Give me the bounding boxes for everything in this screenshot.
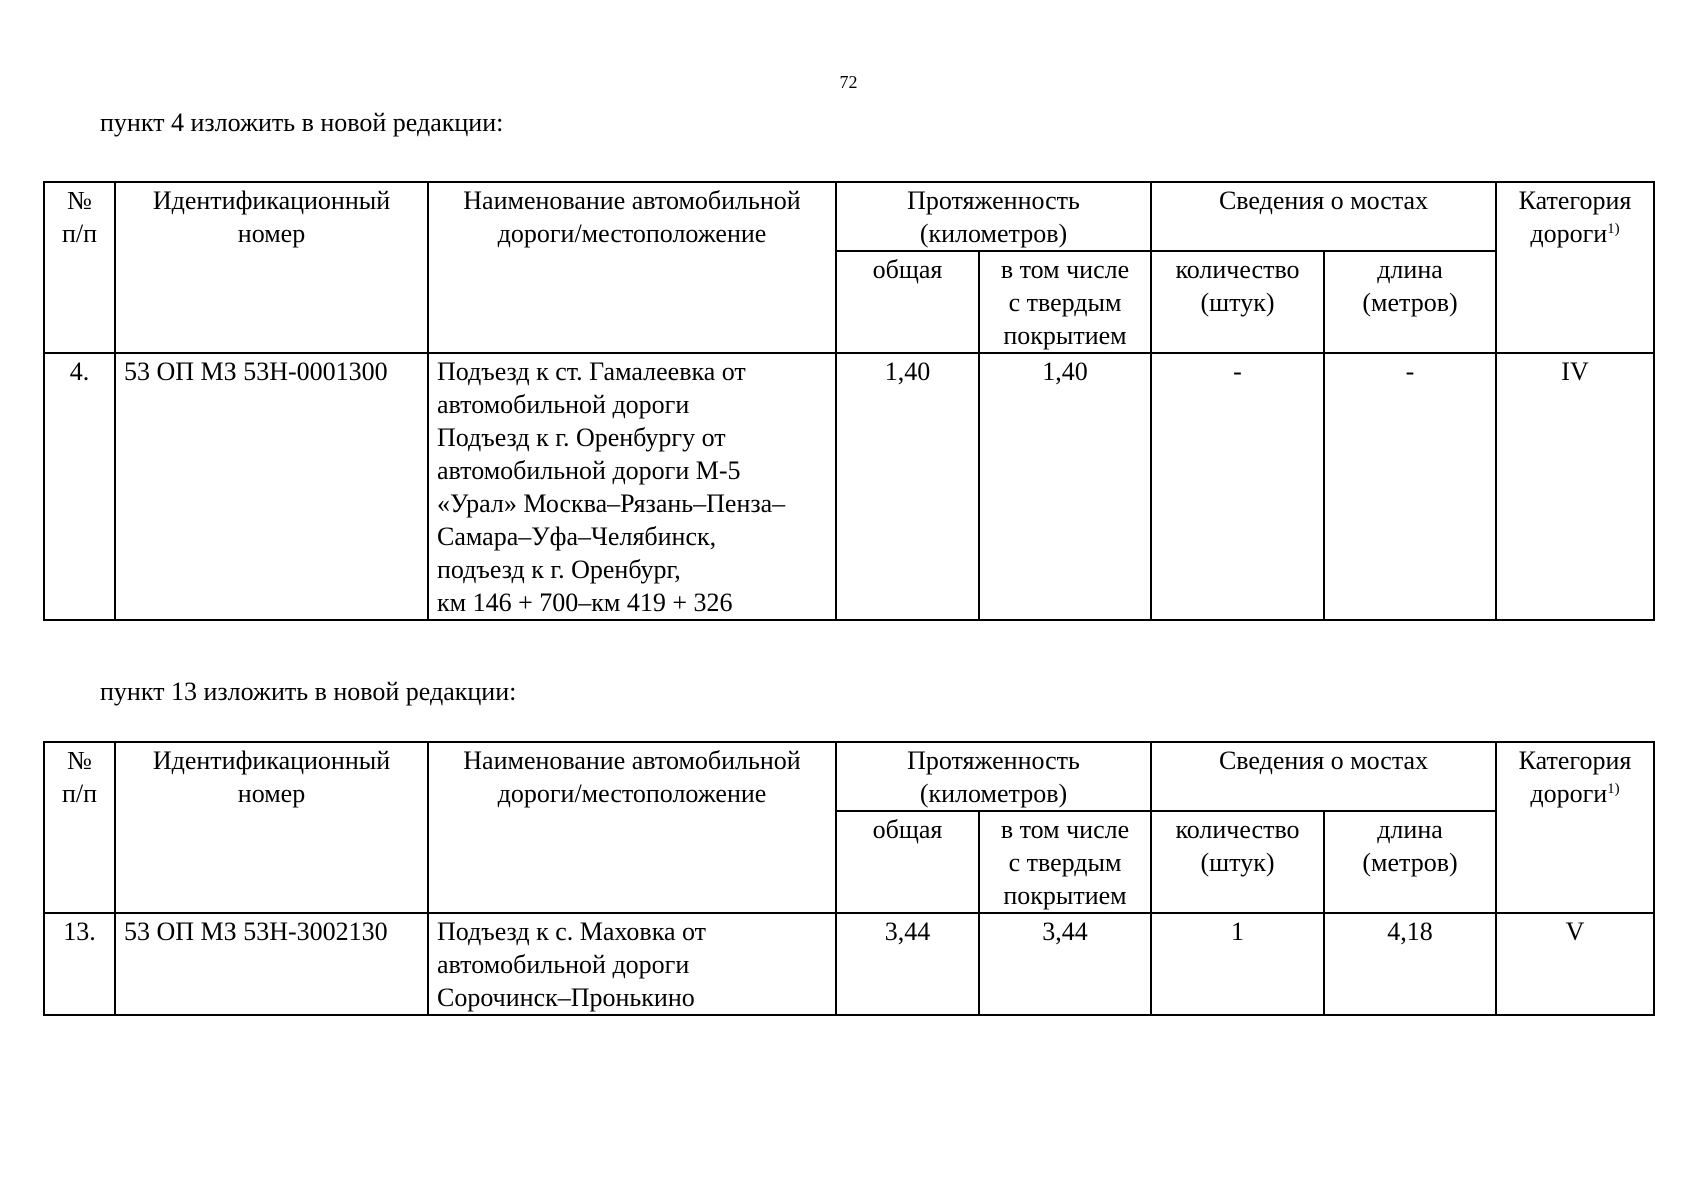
road-table: [43, 181, 1655, 621]
cell-bridges-length: 4,18: [1324, 913, 1496, 1015]
cell-length-paved: 1,40: [979, 353, 1151, 620]
cell-num: 13.: [44, 913, 115, 1015]
cell-length-total: 1,40: [836, 353, 979, 620]
header-length: Протяженность (километров): [836, 182, 1151, 251]
road-table: [43, 741, 1655, 1016]
cell-bridges-count: 1: [1151, 913, 1324, 1015]
header-bridge-count: количество (штук): [1151, 811, 1324, 913]
header-paved: в том числе с твердым покрытием: [979, 811, 1151, 913]
header-bridges: Сведения о мостах: [1151, 742, 1496, 811]
header-paved: в том числе с твердым покрытием: [979, 251, 1151, 353]
header-row: [44, 182, 1654, 251]
cell-name: Подъезд к с. Маховка от автомобильной дороги Сорочинск–Пронькино: [428, 913, 836, 1015]
header-row: [44, 742, 1654, 811]
cell-bridges-length: -: [1324, 353, 1496, 620]
section-intro: пункт 4 изложить в новой редакции:: [100, 108, 504, 137]
header-bridges: Сведения о мостах: [1151, 182, 1496, 251]
header-category: Категория дороги$^{1)}$: [1496, 182, 1654, 353]
header-bridge-length: длина (метров): [1324, 811, 1496, 913]
header-bridge-count: количество (штук): [1151, 251, 1324, 353]
page-number: 72: [839, 72, 858, 92]
cell-num: 4.: [44, 353, 115, 620]
header-length: Протяженность (километров): [836, 742, 1151, 811]
header-total: общая: [836, 811, 979, 913]
header-name: Наименование автомобильной дороги/местоположение: [428, 742, 836, 913]
header-category: Категория дороги$^{1)}$: [1496, 742, 1654, 913]
cell-category: IV: [1496, 353, 1654, 620]
section-intro: пункт 13 изложить в новой редакции:: [100, 677, 517, 706]
cell-bridges-count: -: [1151, 353, 1324, 620]
header-total: общая: [836, 251, 979, 353]
header-bridge-length: длина (метров): [1324, 251, 1496, 353]
cell-id: 53 ОП МЗ 53Н-0001300: [115, 353, 428, 620]
cell-id: 53 ОП МЗ 53Н-3002130: [115, 913, 428, 1015]
table-row: [44, 353, 1654, 620]
cell-name: Подъезд к ст. Гамалеевка от автомобильной дороги Подъезд к г. Оренбургу от автомобильной дороги М-5 «Урал» Москва–Рязань–Пенза– Самара–Уфа–Челябинск, подъезд к г. Оренбург, км 146 + 700–км 419 + 326: [428, 353, 836, 620]
cell-category: V: [1496, 913, 1654, 1015]
header-name: Наименование автомобильной дороги/местоположение: [428, 182, 836, 353]
cell-length-total: 3,44: [836, 913, 979, 1015]
header-id: Идентификационный номер: [115, 182, 428, 353]
header-id: Идентификационный номер: [115, 742, 428, 913]
cell-length-paved: 3,44: [979, 913, 1151, 1015]
header-num: № п/п: [44, 742, 115, 913]
header-num: № п/п: [44, 182, 115, 353]
table-row: [44, 913, 1654, 1015]
